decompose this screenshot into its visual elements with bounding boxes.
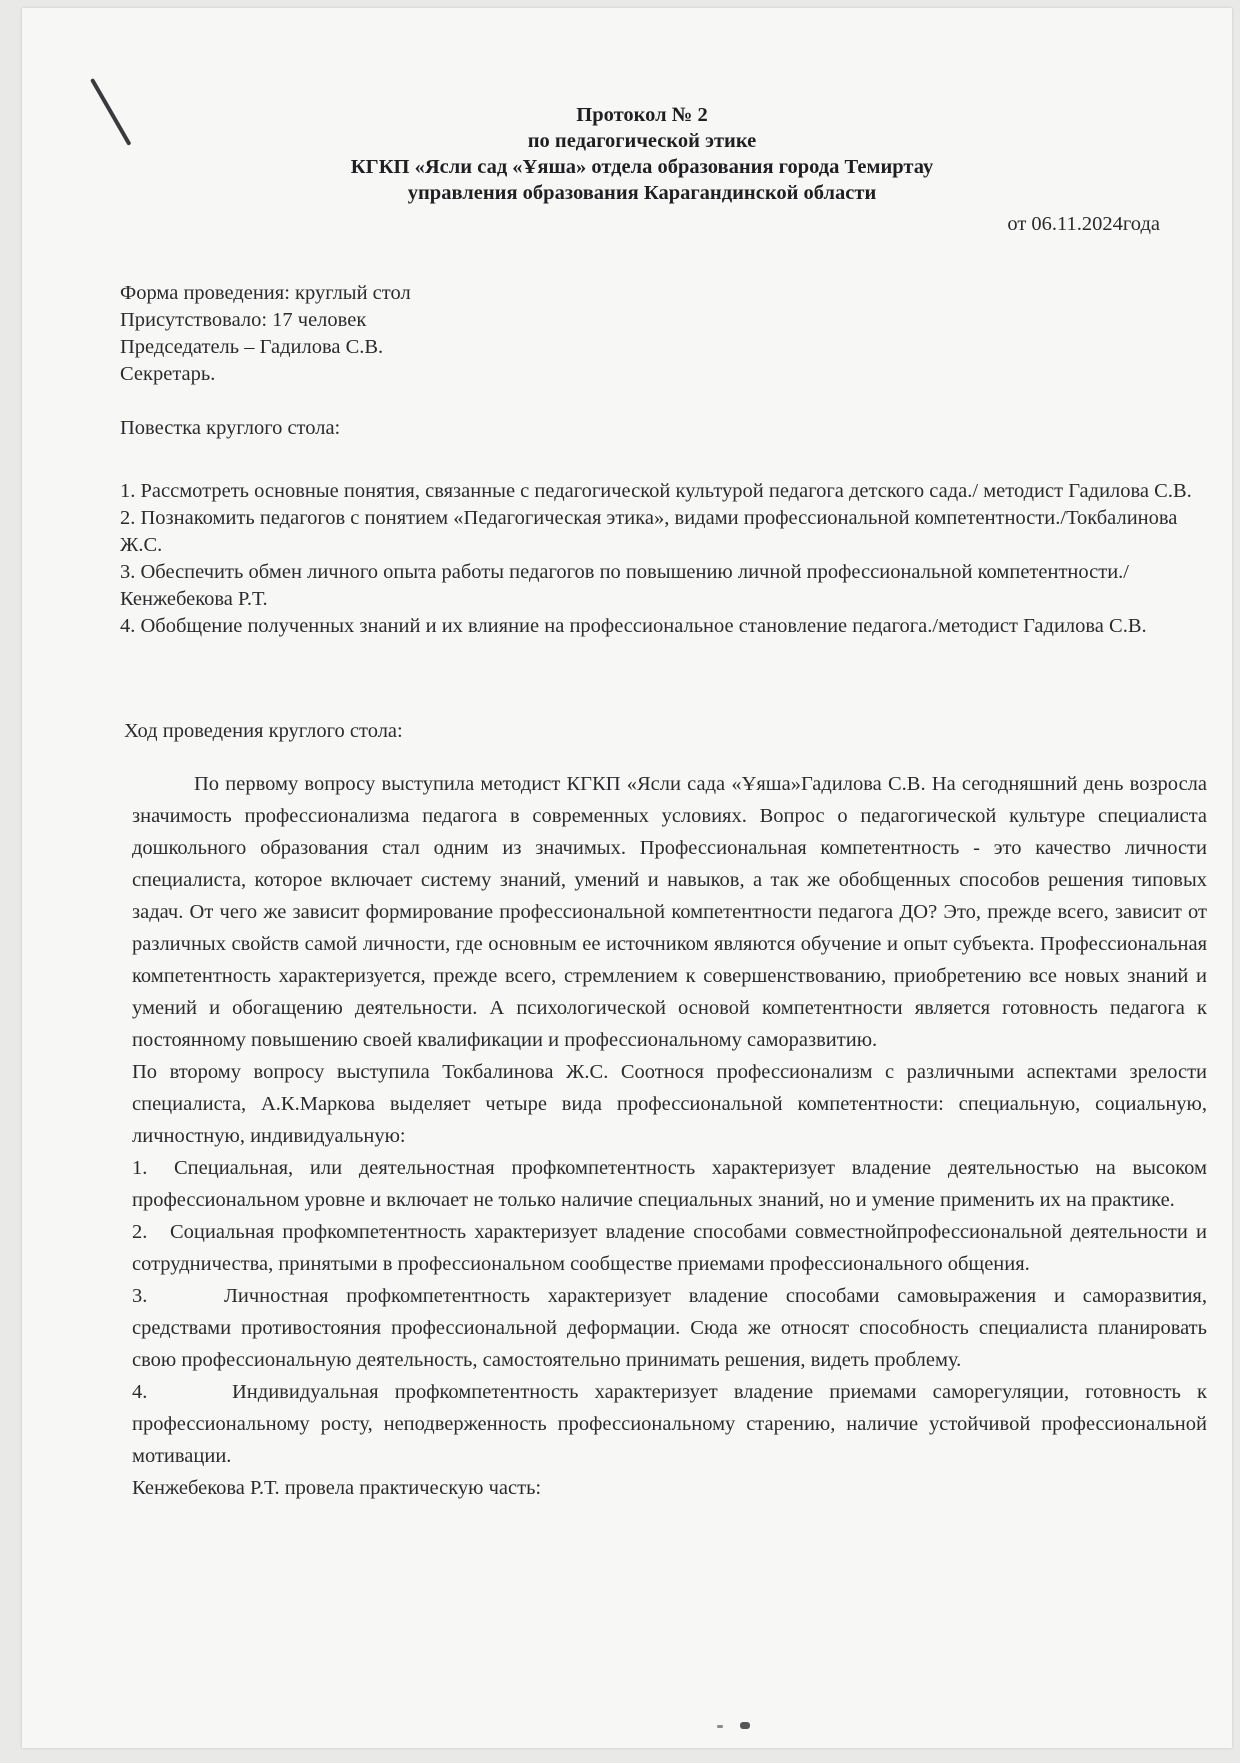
meeting-info bbox=[120, 280, 1205, 388]
chairperson: Председатель – Гадилова С.В. bbox=[120, 336, 384, 358]
agenda-title: Повестка круглого стола: bbox=[120, 417, 341, 439]
protocol-date: от 06.11.2024года bbox=[1007, 213, 1160, 235]
item-text: Специальная, или деятельностная профкомпетентность характеризует владение деятельностью на высоком профессиональном уровне и включает не только наличие специальных знаний, но и умение применить их на практике. bbox=[132, 1157, 1207, 1211]
competence-item bbox=[132, 1280, 1207, 1376]
protocol-subtitle: по педагогической этике bbox=[527, 130, 757, 152]
protocol-header bbox=[142, 102, 1142, 206]
second-speech-paragraph: По второму вопросу выступила Токбалинова Ж.С. Соотнося профессионализм с различными аспектами зрелости специалиста, А.К.Маркова выделяет четыре вида профессиональной компетентности: специальную, социальную, личностную, индивидуальную: bbox=[132, 1061, 1207, 1147]
item-text: Личностная профкомпетентность характеризует владение способами самовыражения и саморазвития, средствами противостояния профессиональной деформации. Сюда же относят способность специалиста планировать свою профессиональную деятельность, самостоятельно принимать решения, видеть проблему. bbox=[132, 1285, 1207, 1371]
course-title: Ход проведения круглого стола: bbox=[124, 720, 403, 742]
document-page bbox=[22, 8, 1232, 1748]
organization-name: КГКП «Ясли сад «Ұяша» отдела образования города Темиртау bbox=[350, 156, 934, 178]
secretary: Секретарь. bbox=[120, 363, 216, 385]
item-number: 2. bbox=[132, 1221, 148, 1243]
competence-item bbox=[132, 1152, 1207, 1216]
item-text: Индивидуальная профкомпетентность характеризует владение приемами саморегуляции, готовность к профессиональному росту, неподверженность профессиональному старению, наличие устойчивой профессиональной мотивации. bbox=[132, 1381, 1207, 1467]
item-number: 3. bbox=[132, 1285, 148, 1307]
agenda-list bbox=[120, 478, 1200, 640]
department-name: управления образования Карагандинской области bbox=[407, 182, 877, 204]
item-number: 1. bbox=[132, 1157, 148, 1179]
agenda-item: 1. Рассмотреть основные понятия, связанные с педагогической культурой педагога детского сада./ методист Гадилова С.В. bbox=[120, 480, 1192, 502]
ink-smudge bbox=[740, 1722, 750, 1729]
attendance: Присутствовало: 17 человек bbox=[120, 309, 367, 331]
first-speech-paragraph: По первому вопросу выступила методист КГКП «Ясли сада «Ұяша»Гадилова С.В. На сегодняшний день возросла значимость профессионализма педагога в современных условиях. Вопрос о педагогической культуре специалиста дошкольного образования стал одним из значимых. Профессиональная компетентность - это качество личности специалиста, которое включает систему знаний, умений и навыков, а так же обобщенных способов решения типовых задач. От чего же зависит формирование профессиональной компетентности педагога ДО? Это, прежде всего, зависит от различных свойств самой личности, где основным ее источником являются обучение и опыт субъекта. Профессиональная компетентность характеризуется, прежде всего, стремлением к совершенствованию, приобретению все новых знаний и умений и обогащению деятельности. А психологической основой компетентности является готовность педагога к постоянному повышению своей квалификации и профессиональному саморазвитию. bbox=[132, 773, 1207, 1051]
competence-item bbox=[132, 1216, 1207, 1280]
item-number: 4. bbox=[132, 1381, 148, 1403]
practical-part-paragraph: Кенжебекова Р.Т. провела практическую часть: bbox=[132, 1477, 542, 1499]
agenda-item: 3. Обеспечить обмен личного опыта работы педагогов по повышению личной профессиональной компетентности./Кенжебекова Р.Т. bbox=[120, 561, 1129, 610]
protocol-title: Протокол № 2 bbox=[576, 104, 708, 126]
meeting-body bbox=[132, 768, 1207, 1504]
agenda-item: 4. Обобщение полученных знаний и их влияние на профессиональное становление педагога./методист Гадилова С.В. bbox=[120, 615, 1147, 637]
meeting-form: Форма проведения: круглый стол bbox=[120, 282, 411, 304]
pen-mark bbox=[90, 78, 131, 146]
item-text: Социальная профкомпетентность характеризует владение способами совместнойпрофессиональной деятельности и сотрудничества, принятыми в профессиональном сообществе приемами профессионального общения. bbox=[132, 1221, 1207, 1275]
ink-smudge bbox=[717, 1725, 723, 1728]
competence-item bbox=[132, 1376, 1207, 1472]
agenda-item: 2. Познакомить педагогов с понятием «Педагогическая этика», видами профессиональной компетентности./Токбалинова Ж.С. bbox=[120, 507, 1178, 556]
